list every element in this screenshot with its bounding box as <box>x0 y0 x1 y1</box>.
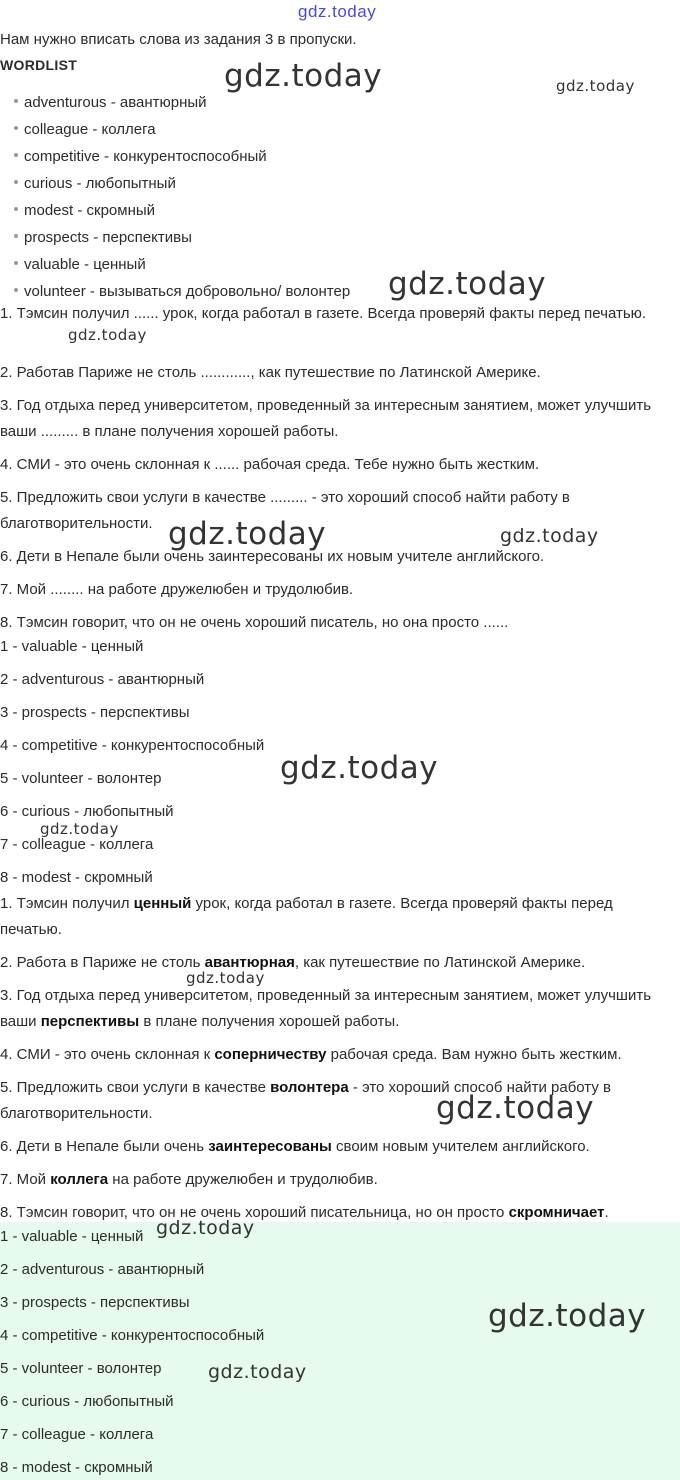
answer-item: 7 - colleague - коллега <box>0 836 154 853</box>
bullet-icon <box>14 180 18 184</box>
list-item-text: prospects - перспективы <box>24 229 192 246</box>
filled-sentence-4: 4. СМИ - это очень склонная к соперничеству рабочая среда. Вам нужно быть жестким. <box>0 1046 622 1063</box>
bullet-icon <box>14 288 18 292</box>
task-sentence-6: 6. Дети в Непале были очень заинтересованы их новым учителе английского. <box>0 548 545 565</box>
answer-item: 5 - volunteer - волонтер <box>0 1360 162 1377</box>
answer-item: 4 - competitive - конкурентоспособный <box>0 1327 265 1344</box>
list-item-text: competitive - конкурентоспособный <box>24 148 267 165</box>
watermark: gdz.today <box>388 266 547 302</box>
watermark: gdz.today <box>186 969 265 987</box>
task-sentence-8: 8. Тэмсин говорит, что он не очень хороший писатель, но она просто ...... <box>0 614 509 631</box>
list-item-text: colleague - коллега <box>24 121 156 138</box>
answer-item: 1 - valuable - ценный <box>0 1228 144 1245</box>
watermark: gdz.today <box>40 820 119 838</box>
list-item <box>14 121 156 139</box>
watermark: gdz.today <box>68 326 147 344</box>
list-item-text: curious - любопытный <box>24 175 176 192</box>
task-sentence-2: 2. Работав Париже не столь ............, как путешествие по Латинской Америке. <box>0 364 541 381</box>
watermark: gdz.today <box>436 1090 595 1126</box>
filled-sentence-2: 2. Работа в Париже не столь авантюрная, как путешествие по Латинской Америке. <box>0 954 586 971</box>
answer-item: 5 - volunteer - волонтер <box>0 770 162 787</box>
answer-item: 8 - modest - скромный <box>0 869 153 886</box>
watermark: gdz.today <box>224 58 383 94</box>
watermark: gdz.today <box>156 1217 255 1239</box>
wordlist-heading: WORDLIST <box>0 57 78 73</box>
intro-text: Нам нужно вписать слова из задания 3 в пропуски. <box>0 31 357 48</box>
bullet-icon <box>14 261 18 265</box>
filled-sentence-6: 6. Дети в Непале были очень заинтересованы своим новым учителем английского. <box>0 1138 590 1155</box>
list-item-text: volunteer - вызываться добровольно/ волонтер <box>24 283 351 300</box>
task-sentence-7: 7. Мой ........ на работе дружелюбен и трудолюбив. <box>0 581 354 598</box>
list-item <box>14 148 267 166</box>
watermark: gdz.today <box>168 516 327 552</box>
list-item-text: valuable - ценный <box>24 256 146 273</box>
bullet-icon <box>14 234 18 238</box>
filled-sentence-1: 1. Тэмсин получил ценный урок, когда работал в газете. Всегда проверяй факты перед печатью. <box>0 895 613 938</box>
watermark-top: gdz.today <box>298 2 377 21</box>
watermark: gdz.today <box>208 1361 307 1383</box>
watermark: gdz.today <box>500 525 599 547</box>
bullet-icon <box>14 126 18 130</box>
filled-sentence-8: 8. Тэмсин говорит, что он не очень хороший писательница, но он просто скромничает. <box>0 1204 609 1221</box>
answer-item: 7 - colleague - коллега <box>0 1426 154 1443</box>
watermark: gdz.today <box>488 1298 647 1334</box>
answer-item: 2 - adventurous - авантюрный <box>0 1261 205 1278</box>
list-item <box>14 229 192 247</box>
list-item <box>14 283 350 301</box>
task-sentence-5: 5. Предложить свои услуги в качестве ......... - это хороший способ найти работу в благотворительности. <box>0 489 570 532</box>
bullet-icon <box>14 207 18 211</box>
task-sentence-3: 3. Год отдыха перед университетом, проведенный за интересным занятием, может улучшить ваши ......... в плане получения хорошей работы. <box>0 397 652 440</box>
answer-item: 8 - modest - скромный <box>0 1459 153 1476</box>
answer-item: 3 - prospects - перспективы <box>0 704 190 721</box>
answer-item: 6 - curious - любопытный <box>0 803 174 820</box>
list-item-text: adventurous - авантюрный <box>24 94 207 111</box>
answer-item: 1 - valuable - ценный <box>0 638 144 655</box>
watermark: gdz.today <box>280 750 439 786</box>
task-sentence-1: 1. Тэмсин получил ...... урок, когда работал в газете. Всегда проверяй факты перед печатью. <box>0 305 647 322</box>
answer-item: 3 - prospects - перспективы <box>0 1294 190 1311</box>
list-item-text: modest - скромный <box>24 202 156 219</box>
list-item <box>14 256 146 274</box>
filled-sentence-7: 7. Мой коллега на работе дружелюбен и трудолюбив. <box>0 1171 378 1188</box>
list-item <box>14 175 176 193</box>
filled-sentence-3: 3. Год отдыха перед университетом, проведенный за интересным занятием, может улучшить ваши перспективы в плане получения хорошей работы. <box>0 987 652 1030</box>
bullet-icon <box>14 153 18 157</box>
answer-item: 4 - competitive - конкурентоспособный <box>0 737 265 754</box>
list-item <box>14 94 207 112</box>
list-item <box>14 202 155 220</box>
filled-sentence-5: 5. Предложить свои услуги в качестве волонтера - это хороший способ найти работу в благотворительности. <box>0 1079 611 1122</box>
watermark: gdz.today <box>556 77 635 95</box>
task-sentence-4: 4. СМИ - это очень склонная к ...... рабочая среда. Тебе нужно быть жестким. <box>0 456 540 473</box>
answer-item: 2 - adventurous - авантюрный <box>0 671 205 688</box>
answer-item: 6 - curious - любопытный <box>0 1393 174 1410</box>
bullet-icon <box>14 99 18 103</box>
